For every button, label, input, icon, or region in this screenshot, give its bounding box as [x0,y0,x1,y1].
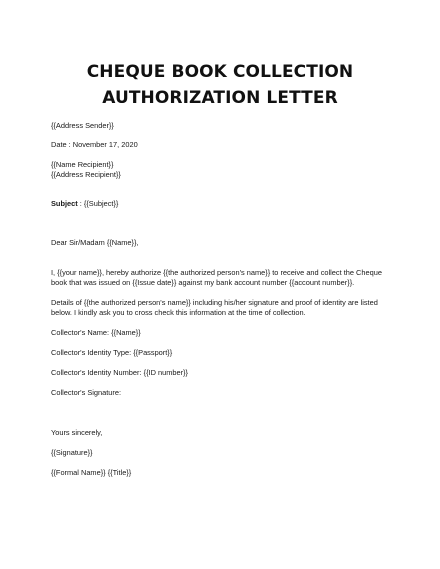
title-line-1: CHEQUE BOOK COLLECTION [86,62,354,82]
paragraph-line: Details of {{the authorized person's name}} including his/her signature and proof of identity are listed [51,298,378,307]
closing: Yours sincerely, [51,428,103,437]
date-line: Date : November 17, 2020 [51,140,138,149]
salutation: Dear Sir/Madam {{Name}}, [51,238,139,247]
subject-label: Subject [51,199,78,208]
subject-line [51,199,118,208]
collector-identity-type: Collector's Identity Type: {{Passport}} [51,348,173,357]
address-recipient: {{Address Recipient}} [51,170,121,179]
signature: {{Signature}} [51,448,93,457]
paragraph-details [51,298,389,318]
title-line-2: AUTHORIZATION LETTER [102,88,338,108]
collector-name: Collector's Name: {{Name}} [51,328,141,337]
paragraph-authorization [51,268,389,288]
address-sender: {{Address Sender}} [51,121,114,130]
name-recipient: {{Name Recipient}} [51,160,114,169]
collector-identity-number: Collector's Identity Number: {{ID number}} [51,368,188,377]
subject-value: : {{Subject}} [77,199,119,208]
collector-signature: Collector's Signature: [51,388,122,397]
paragraph-line: below. I kindly ask you to cross check this information at the time of collection. [51,308,306,317]
paragraph-line: book that was issued on {{Issue date}} against my bank account number {{account number}}. [51,278,355,287]
paragraph-line: I, {{your name}}, hereby authorize {{the authorized person's name}} to receive and collect the Cheque [51,268,382,277]
formal-name-title: {{Formal Name}} {{Title}} [51,468,132,477]
